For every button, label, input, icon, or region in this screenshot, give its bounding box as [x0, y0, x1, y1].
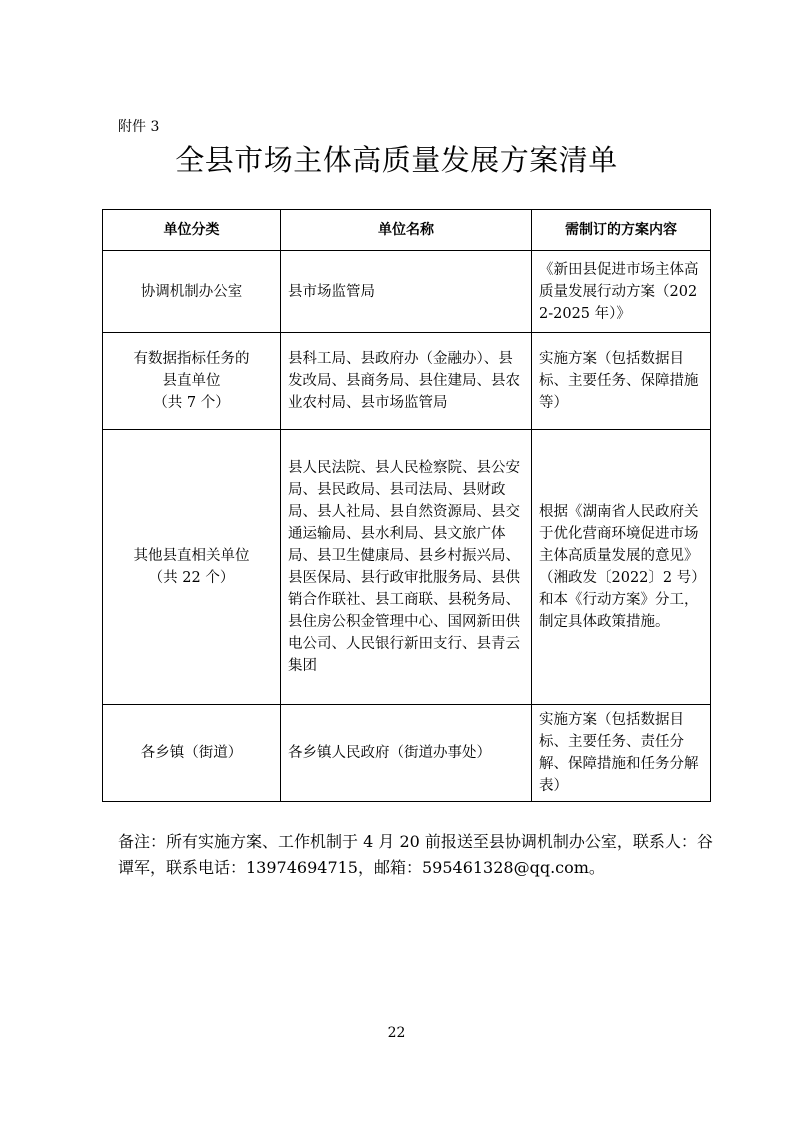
content-cell: 实施方案（包括数据目标、主要任务、保障措施等）	[532, 333, 711, 430]
units-cell: 各乡镇人民政府（街道办事处）	[281, 705, 532, 802]
units-cell: 县市场监管局	[281, 251, 532, 333]
column-header-category: 单位分类	[103, 210, 281, 251]
content-cell: 《新田县促进市场主体高质量发展行动方案（2022-2025 年）》	[532, 251, 711, 333]
column-header-content: 需制订的方案内容	[532, 210, 711, 251]
plan-table	[102, 209, 711, 802]
content-cell: 根据《湖南省人民政府关于优化营商环境促进市场主体高质量发展的意见》（湘政发〔2022〕2 号）和本《行动方案》分工，制定具体政策措施。	[532, 430, 711, 705]
category-cell: 有数据指标任务的 县直单位 （共 7 个）	[103, 333, 281, 430]
category-cell: 协调机制办公室	[103, 251, 281, 333]
category-cell: 各乡镇（街道）	[103, 705, 281, 802]
table-row	[103, 705, 711, 802]
page-title: 全县市场主体高质量发展方案清单	[175, 143, 618, 177]
units-cell: 县人民法院、县人民检察院、县公安局、县民政局、县司法局、县财政局、县人社局、县自然资源局、县交通运输局、县水利局、县文旅广体局、县卫生健康局、县乡村振兴局、县医保局、县行政审批服务局、县供销合作联社、县工商联、县税务局、县住房公积金管理中心、国网新田供电公司、人民银行新田支行、县青云集团	[281, 430, 532, 705]
table-header-row	[103, 210, 711, 251]
content-cell: 实施方案（包括数据目标、主要任务、责任分解、保障措施和任务分解表）	[532, 705, 711, 802]
table-row	[103, 333, 711, 430]
remark-note: 备注：所有实施方案、工作机制于 4 月 20 前报送至县协调机制办公室，联系人：谷谭军，联系电话：13974694715，邮箱：595461328@qq.com。	[118, 832, 713, 877]
column-header-units: 单位名称	[281, 210, 532, 251]
units-cell: 县科工局、县政府办（金融办）、县发改局、县商务局、县住建局、县农业农村局、县市场监管局	[281, 333, 532, 430]
attachment-label: 附件 3	[118, 119, 160, 135]
table-row	[103, 430, 711, 705]
page-number: 22	[387, 1025, 406, 1041]
table-row	[103, 251, 711, 333]
category-cell: 其他县直相关单位 （共 22 个）	[103, 430, 281, 705]
